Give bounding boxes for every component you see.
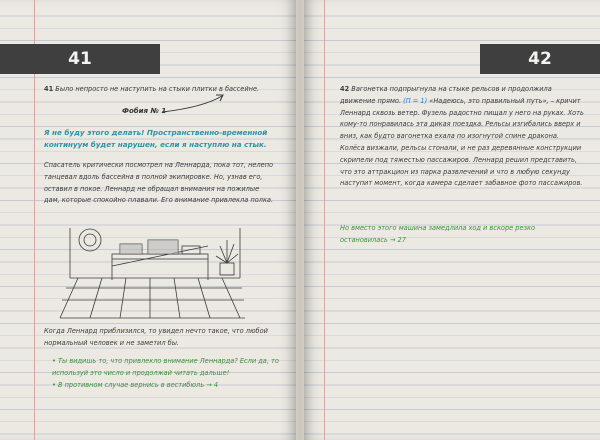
- paragraph-body: Когда Леннард приблизился, то увидел нечто такое, что любой нормальный человек и не заметил бы.: [44, 327, 268, 347]
- page-number: 42: [528, 49, 552, 69]
- right-page: [304, 0, 600, 440]
- paragraph-number: 41: [44, 85, 54, 93]
- paragraph-text: Было непросто не наступить на стыки плитки в бассейне.: [55, 85, 260, 93]
- page-number: 41: [68, 49, 92, 69]
- page-number-tab: [0, 44, 160, 74]
- paragraph-body: Спасатель критически посмотрел на Леннарда, пока тот, нелепо танцевал вдоль бассейна в полной экипировке. Но, узнав его, оставил в покое. Леннард не обращал внимания на пожилые дам, которые спокойно плавали. Его внимание привлекла полка.: [44, 161, 274, 205]
- photo-label: Фобия № 1: [122, 107, 167, 115]
- reference-marker: (П = 1): [403, 96, 428, 105]
- paragraph-42: [340, 84, 584, 190]
- choice-item[interactable]: • В противном случае вернись в вестибюль → 4: [52, 380, 292, 392]
- left-page: [0, 0, 296, 440]
- paragraph-number: 42: [340, 85, 350, 93]
- pool-sketch-illustration: [40, 218, 250, 322]
- choice-item[interactable]: • Ты видишь то, что привлекло внимание Леннарда? Если да, то используй это число и продолжай читать дальше!: [52, 356, 292, 380]
- choice-list: [44, 356, 292, 391]
- page-number-tab: [480, 44, 600, 74]
- paragraph-intro: Вагонетка подпрыгнула на стыке рельсов и продолжила движение прямо.: [340, 85, 552, 105]
- paragraph-41: [44, 84, 274, 96]
- arrow-icon: [160, 92, 230, 114]
- accent-quote: Я не буду этого делать! Пространственно-временной континуум будет нарушен, если я наступлю на стык.: [44, 128, 268, 149]
- paragraph-text: «Надеюсь, это правильный путь», – кричит Леннард сквозь ветер. Фузель радостно пищал у него на руках. Хоть кому-то понравилась эта дикая поездка. Рельсы изгибались вверх и вниз, как будто вагонетка ехала по изогнутой спине дракона. Колёса визжали, рельсы стонали, и не раз деревянные конструкции скрипели под тяжестью пассажиров. Леннард решил представить, что это аттракцион из парка развлечений и что в любую секунду наступит момент, когда камера сделает забавное фото пассажиров.: [340, 96, 584, 188]
- margin-line: [324, 0, 325, 440]
- choice-item[interactable]: Но вместо этого машина замедлила ход и вскоре резко остановилась → 27: [340, 224, 536, 244]
